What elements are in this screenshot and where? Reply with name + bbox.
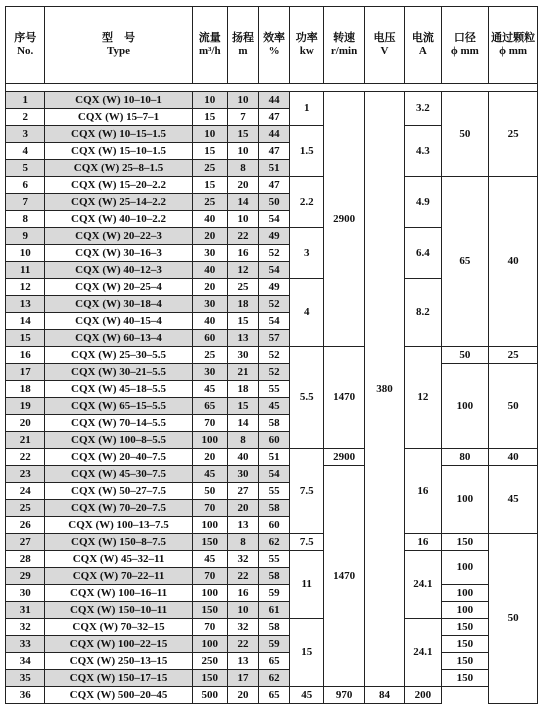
cell-type: CQX (W) 70–14–5.5 [45, 415, 192, 432]
cell-flow: 70 [192, 500, 227, 517]
cell-type: CQX (W) 100–13–7.5 [45, 517, 192, 534]
cell-efficiency: 57 [259, 330, 290, 347]
cell-efficiency: 60 [259, 432, 290, 449]
cell-no: 33 [6, 636, 45, 653]
cell-diameter: 50 [441, 92, 489, 177]
cell-efficiency: 55 [259, 551, 290, 568]
cell-flow: 70 [192, 415, 227, 432]
cell-efficiency: 58 [259, 415, 290, 432]
header-efficiency: 效率 % [259, 7, 290, 84]
cell-efficiency: 52 [259, 245, 290, 262]
cell-head: 30 [227, 466, 258, 483]
cell-head: 20 [227, 687, 258, 704]
cell-efficiency: 51 [259, 160, 290, 177]
cell-no: 4 [6, 143, 45, 160]
spacer-row [6, 84, 538, 92]
cell-flow: 15 [192, 109, 227, 126]
cell-type: CQX (W) 40–12–3 [45, 262, 192, 279]
header-diameter: 口径 ϕ mm [441, 7, 489, 84]
cell-voltage: 380 [364, 92, 404, 687]
cell-power: 5.5 [290, 347, 324, 449]
cell-type: CQX (W) 150–10–11 [45, 602, 192, 619]
cell-efficiency: 58 [259, 500, 290, 517]
cell-no: 21 [6, 432, 45, 449]
cell-no: 17 [6, 364, 45, 381]
cell-particle: 45 [489, 466, 538, 534]
cell-head: 10 [227, 602, 258, 619]
cell-flow: 25 [192, 194, 227, 211]
cell-type: CQX (W) 30–16–3 [45, 245, 192, 262]
cell-head: 18 [227, 381, 258, 398]
cell-current: 24.1 [405, 551, 441, 619]
cell-efficiency: 49 [259, 228, 290, 245]
cell-no: 27 [6, 534, 45, 551]
cell-particle: 40 [489, 177, 538, 347]
cell-flow: 150 [192, 670, 227, 687]
cell-head: 12 [227, 262, 258, 279]
cell-head: 22 [227, 636, 258, 653]
cell-head: 40 [227, 449, 258, 466]
cell-flow: 20 [192, 228, 227, 245]
cell-power: 1.5 [290, 126, 324, 177]
cell-diameter: 150 [441, 670, 489, 687]
cell-current: 24.1 [405, 619, 441, 687]
cell-current: 4.9 [405, 177, 441, 228]
cell-flow: 45 [192, 551, 227, 568]
cell-efficiency: 44 [259, 126, 290, 143]
cell-power: 4 [290, 279, 324, 347]
cell-head: 20 [227, 177, 258, 194]
cell-type: CQX (W) 10–15–1.5 [45, 126, 192, 143]
cell-power: 45 [290, 687, 324, 704]
table-body [6, 84, 538, 704]
cell-flow: 250 [192, 653, 227, 670]
cell-no: 8 [6, 211, 45, 228]
cell-no: 11 [6, 262, 45, 279]
cell-diameter: 100 [441, 466, 489, 534]
cell-head: 25 [227, 279, 258, 296]
cell-type: CQX (W) 45–18–5.5 [45, 381, 192, 398]
cell-particle: 50 [489, 534, 538, 704]
cell-speed: 1470 [324, 466, 364, 687]
cell-head: 21 [227, 364, 258, 381]
cell-no: 24 [6, 483, 45, 500]
cell-power: 2.2 [290, 177, 324, 228]
cell-efficiency: 52 [259, 296, 290, 313]
cell-efficiency: 52 [259, 347, 290, 364]
cell-no: 7 [6, 194, 45, 211]
cell-no: 12 [6, 279, 45, 296]
cell-current: 3.2 [405, 92, 441, 126]
cell-head: 14 [227, 194, 258, 211]
cell-no: 10 [6, 245, 45, 262]
cell-diameter: 100 [441, 551, 489, 585]
cell-diameter: 50 [441, 347, 489, 364]
cell-efficiency: 51 [259, 449, 290, 466]
cell-head: 32 [227, 551, 258, 568]
header-no: 序号 No. [6, 7, 45, 84]
header-particle: 通过颗粒 ϕ mm [489, 7, 538, 84]
cell-type: CQX (W) 100–16–11 [45, 585, 192, 602]
cell-no: 30 [6, 585, 45, 602]
cell-head: 15 [227, 398, 258, 415]
cell-flow: 40 [192, 313, 227, 330]
cell-current: 6.4 [405, 228, 441, 279]
cell-type: CQX (W) 100–22–15 [45, 636, 192, 653]
cell-no: 20 [6, 415, 45, 432]
cell-flow: 500 [192, 687, 227, 704]
header-voltage: 电压 V [364, 7, 404, 84]
cell-current: 8.2 [405, 279, 441, 347]
table-row [6, 670, 538, 687]
cell-no: 18 [6, 381, 45, 398]
cell-efficiency: 65 [259, 687, 290, 704]
cell-diameter: 150 [441, 653, 489, 670]
cell-no: 31 [6, 602, 45, 619]
cell-efficiency: 47 [259, 143, 290, 160]
cell-efficiency: 47 [259, 177, 290, 194]
cell-type: CQX (W) 40–10–2.2 [45, 211, 192, 228]
pump-spec-table [5, 6, 538, 704]
cell-no: 9 [6, 228, 45, 245]
cell-flow: 20 [192, 279, 227, 296]
cell-flow: 30 [192, 364, 227, 381]
cell-no: 36 [6, 687, 45, 704]
cell-efficiency: 55 [259, 483, 290, 500]
cell-diameter: 150 [441, 534, 489, 551]
cell-head: 13 [227, 653, 258, 670]
header-speed: 转速 r/min [324, 7, 364, 84]
cell-flow: 100 [192, 585, 227, 602]
cell-diameter: 100 [441, 585, 489, 602]
cell-flow: 100 [192, 432, 227, 449]
cell-flow: 150 [192, 534, 227, 551]
cell-flow: 30 [192, 296, 227, 313]
cell-head: 30 [227, 347, 258, 364]
cell-type: CQX (W) 150–17–15 [45, 670, 192, 687]
cell-type: CQX (W) 60–13–4 [45, 330, 192, 347]
cell-type: CQX (W) 45–32–11 [45, 551, 192, 568]
cell-head: 8 [227, 534, 258, 551]
cell-power: 3 [290, 228, 324, 279]
cell-type: CQX (W) 20–22–3 [45, 228, 192, 245]
cell-no: 1 [6, 92, 45, 109]
cell-flow: 60 [192, 330, 227, 347]
cell-type: CQX (W) 25–8–1.5 [45, 160, 192, 177]
cell-no: 22 [6, 449, 45, 466]
cell-type: CQX (W) 150–8–7.5 [45, 534, 192, 551]
cell-efficiency: 45 [259, 398, 290, 415]
cell-head: 10 [227, 143, 258, 160]
cell-type: CQX (W) 70–32–15 [45, 619, 192, 636]
cell-flow: 65 [192, 398, 227, 415]
cell-particle: 25 [489, 92, 538, 177]
cell-speed: 2900 [324, 92, 364, 347]
cell-efficiency: 44 [259, 92, 290, 109]
cell-type: CQX (W) 30–21–5.5 [45, 364, 192, 381]
cell-no: 26 [6, 517, 45, 534]
cell-efficiency: 54 [259, 211, 290, 228]
cell-no: 5 [6, 160, 45, 177]
cell-flow: 10 [192, 92, 227, 109]
cell-no: 32 [6, 619, 45, 636]
table-row [6, 534, 538, 551]
table-row [6, 347, 538, 364]
cell-type: CQX (W) 70–20–7.5 [45, 500, 192, 517]
table-row [6, 449, 538, 466]
cell-type: CQX (W) 25–14–2.2 [45, 194, 192, 211]
cell-head: 17 [227, 670, 258, 687]
cell-type: CQX (W) 250–13–15 [45, 653, 192, 670]
header-row [6, 7, 538, 84]
cell-head: 13 [227, 330, 258, 347]
table-row [6, 602, 538, 619]
cell-particle: 25 [489, 347, 538, 364]
cell-no: 19 [6, 398, 45, 415]
cell-flow: 15 [192, 177, 227, 194]
cell-current: 16 [405, 534, 441, 551]
cell-diameter: 100 [441, 364, 489, 449]
cell-head: 27 [227, 483, 258, 500]
cell-efficiency: 54 [259, 262, 290, 279]
cell-power: 11 [290, 551, 324, 619]
cell-efficiency: 50 [259, 194, 290, 211]
cell-head: 16 [227, 245, 258, 262]
cell-type: CQX (W) 45–30–7.5 [45, 466, 192, 483]
cell-efficiency: 58 [259, 568, 290, 585]
cell-head: 13 [227, 517, 258, 534]
cell-flow: 15 [192, 143, 227, 160]
table-row [6, 177, 538, 194]
cell-current: 84 [364, 687, 404, 704]
cell-no: 16 [6, 347, 45, 364]
table-row [6, 466, 538, 483]
cell-particle: 40 [489, 449, 538, 466]
cell-current: 12 [405, 347, 441, 449]
cell-type: CQX (W) 15–20–2.2 [45, 177, 192, 194]
cell-head: 10 [227, 211, 258, 228]
cell-speed: 1470 [324, 347, 364, 449]
cell-speed: 2900 [324, 449, 364, 466]
cell-flow: 40 [192, 211, 227, 228]
cell-flow: 50 [192, 483, 227, 500]
cell-no: 34 [6, 653, 45, 670]
cell-power: 15 [290, 619, 324, 687]
cell-no: 3 [6, 126, 45, 143]
cell-no: 23 [6, 466, 45, 483]
header-power: 功率 kw [290, 7, 324, 84]
cell-type: CQX (W) 40–15–4 [45, 313, 192, 330]
cell-no: 6 [6, 177, 45, 194]
cell-efficiency: 61 [259, 602, 290, 619]
table-row [6, 551, 538, 568]
cell-type: CQX (W) 50–27–7.5 [45, 483, 192, 500]
cell-efficiency: 65 [259, 653, 290, 670]
cell-diameter: 150 [441, 636, 489, 653]
header-type: 型 号 Type [45, 7, 192, 84]
cell-efficiency: 49 [259, 279, 290, 296]
cell-type: CQX (W) 70–22–11 [45, 568, 192, 585]
cell-type: CQX (W) 20–40–7.5 [45, 449, 192, 466]
table-row [6, 364, 538, 381]
cell-efficiency: 54 [259, 313, 290, 330]
cell-diameter: 200 [405, 687, 441, 704]
cell-flow: 70 [192, 568, 227, 585]
cell-head: 14 [227, 415, 258, 432]
cell-head: 16 [227, 585, 258, 602]
cell-no: 25 [6, 500, 45, 517]
cell-type: CQX (W) 15–10–1.5 [45, 143, 192, 160]
cell-current: 16 [405, 449, 441, 534]
cell-head: 32 [227, 619, 258, 636]
cell-power: 7.5 [290, 534, 324, 551]
cell-head: 7 [227, 109, 258, 126]
cell-efficiency: 54 [259, 466, 290, 483]
cell-efficiency: 52 [259, 364, 290, 381]
cell-flow: 70 [192, 619, 227, 636]
cell-type: CQX (W) 10–10–1 [45, 92, 192, 109]
cell-head: 8 [227, 432, 258, 449]
cell-type: CQX (W) 25–30–5.5 [45, 347, 192, 364]
cell-no: 29 [6, 568, 45, 585]
cell-no: 15 [6, 330, 45, 347]
table-row [6, 687, 538, 704]
cell-efficiency: 58 [259, 619, 290, 636]
table-row [6, 585, 538, 602]
cell-type: CQX (W) 500–20–45 [45, 687, 192, 704]
table-row [6, 653, 538, 670]
cell-head: 22 [227, 228, 258, 245]
cell-diameter: 100 [441, 602, 489, 619]
table-row [6, 92, 538, 109]
header-current: 电流 A [405, 7, 441, 84]
cell-head: 20 [227, 500, 258, 517]
cell-head: 15 [227, 126, 258, 143]
cell-efficiency: 55 [259, 381, 290, 398]
cell-flow: 20 [192, 449, 227, 466]
cell-type: CQX (W) 65–15–5.5 [45, 398, 192, 415]
cell-type: CQX (W) 100–8–5.5 [45, 432, 192, 449]
cell-type: CQX (W) 15–7–1 [45, 109, 192, 126]
cell-flow: 45 [192, 466, 227, 483]
cell-no: 14 [6, 313, 45, 330]
cell-diameter: 80 [441, 449, 489, 466]
spacer-cell [6, 84, 538, 92]
cell-power: 1 [290, 92, 324, 126]
header-head: 扬程 m [227, 7, 258, 84]
cell-type: CQX (W) 30–18–4 [45, 296, 192, 313]
cell-head: 22 [227, 568, 258, 585]
cell-flow: 25 [192, 347, 227, 364]
cell-efficiency: 59 [259, 585, 290, 602]
cell-no: 28 [6, 551, 45, 568]
cell-diameter: 150 [441, 619, 489, 636]
cell-head: 10 [227, 92, 258, 109]
cell-flow: 45 [192, 381, 227, 398]
cell-diameter: 65 [441, 177, 489, 347]
cell-efficiency: 62 [259, 534, 290, 551]
table-row [6, 636, 538, 653]
cell-speed: 970 [324, 687, 364, 704]
table-row [6, 619, 538, 636]
cell-flow: 100 [192, 517, 227, 534]
cell-efficiency: 59 [259, 636, 290, 653]
cell-flow: 40 [192, 262, 227, 279]
cell-no: 2 [6, 109, 45, 126]
cell-current: 4.3 [405, 126, 441, 177]
cell-flow: 30 [192, 245, 227, 262]
cell-head: 15 [227, 313, 258, 330]
cell-flow: 10 [192, 126, 227, 143]
cell-head: 18 [227, 296, 258, 313]
cell-no: 35 [6, 670, 45, 687]
cell-head: 8 [227, 160, 258, 177]
cell-no: 13 [6, 296, 45, 313]
cell-efficiency: 60 [259, 517, 290, 534]
cell-efficiency: 62 [259, 670, 290, 687]
cell-flow: 25 [192, 160, 227, 177]
cell-efficiency: 47 [259, 109, 290, 126]
cell-power: 7.5 [290, 449, 324, 534]
cell-type: CQX (W) 20–25–4 [45, 279, 192, 296]
cell-particle: 50 [489, 364, 538, 449]
header-flow: 流量 m³/h [192, 7, 227, 84]
cell-flow: 150 [192, 602, 227, 619]
cell-flow: 100 [192, 636, 227, 653]
